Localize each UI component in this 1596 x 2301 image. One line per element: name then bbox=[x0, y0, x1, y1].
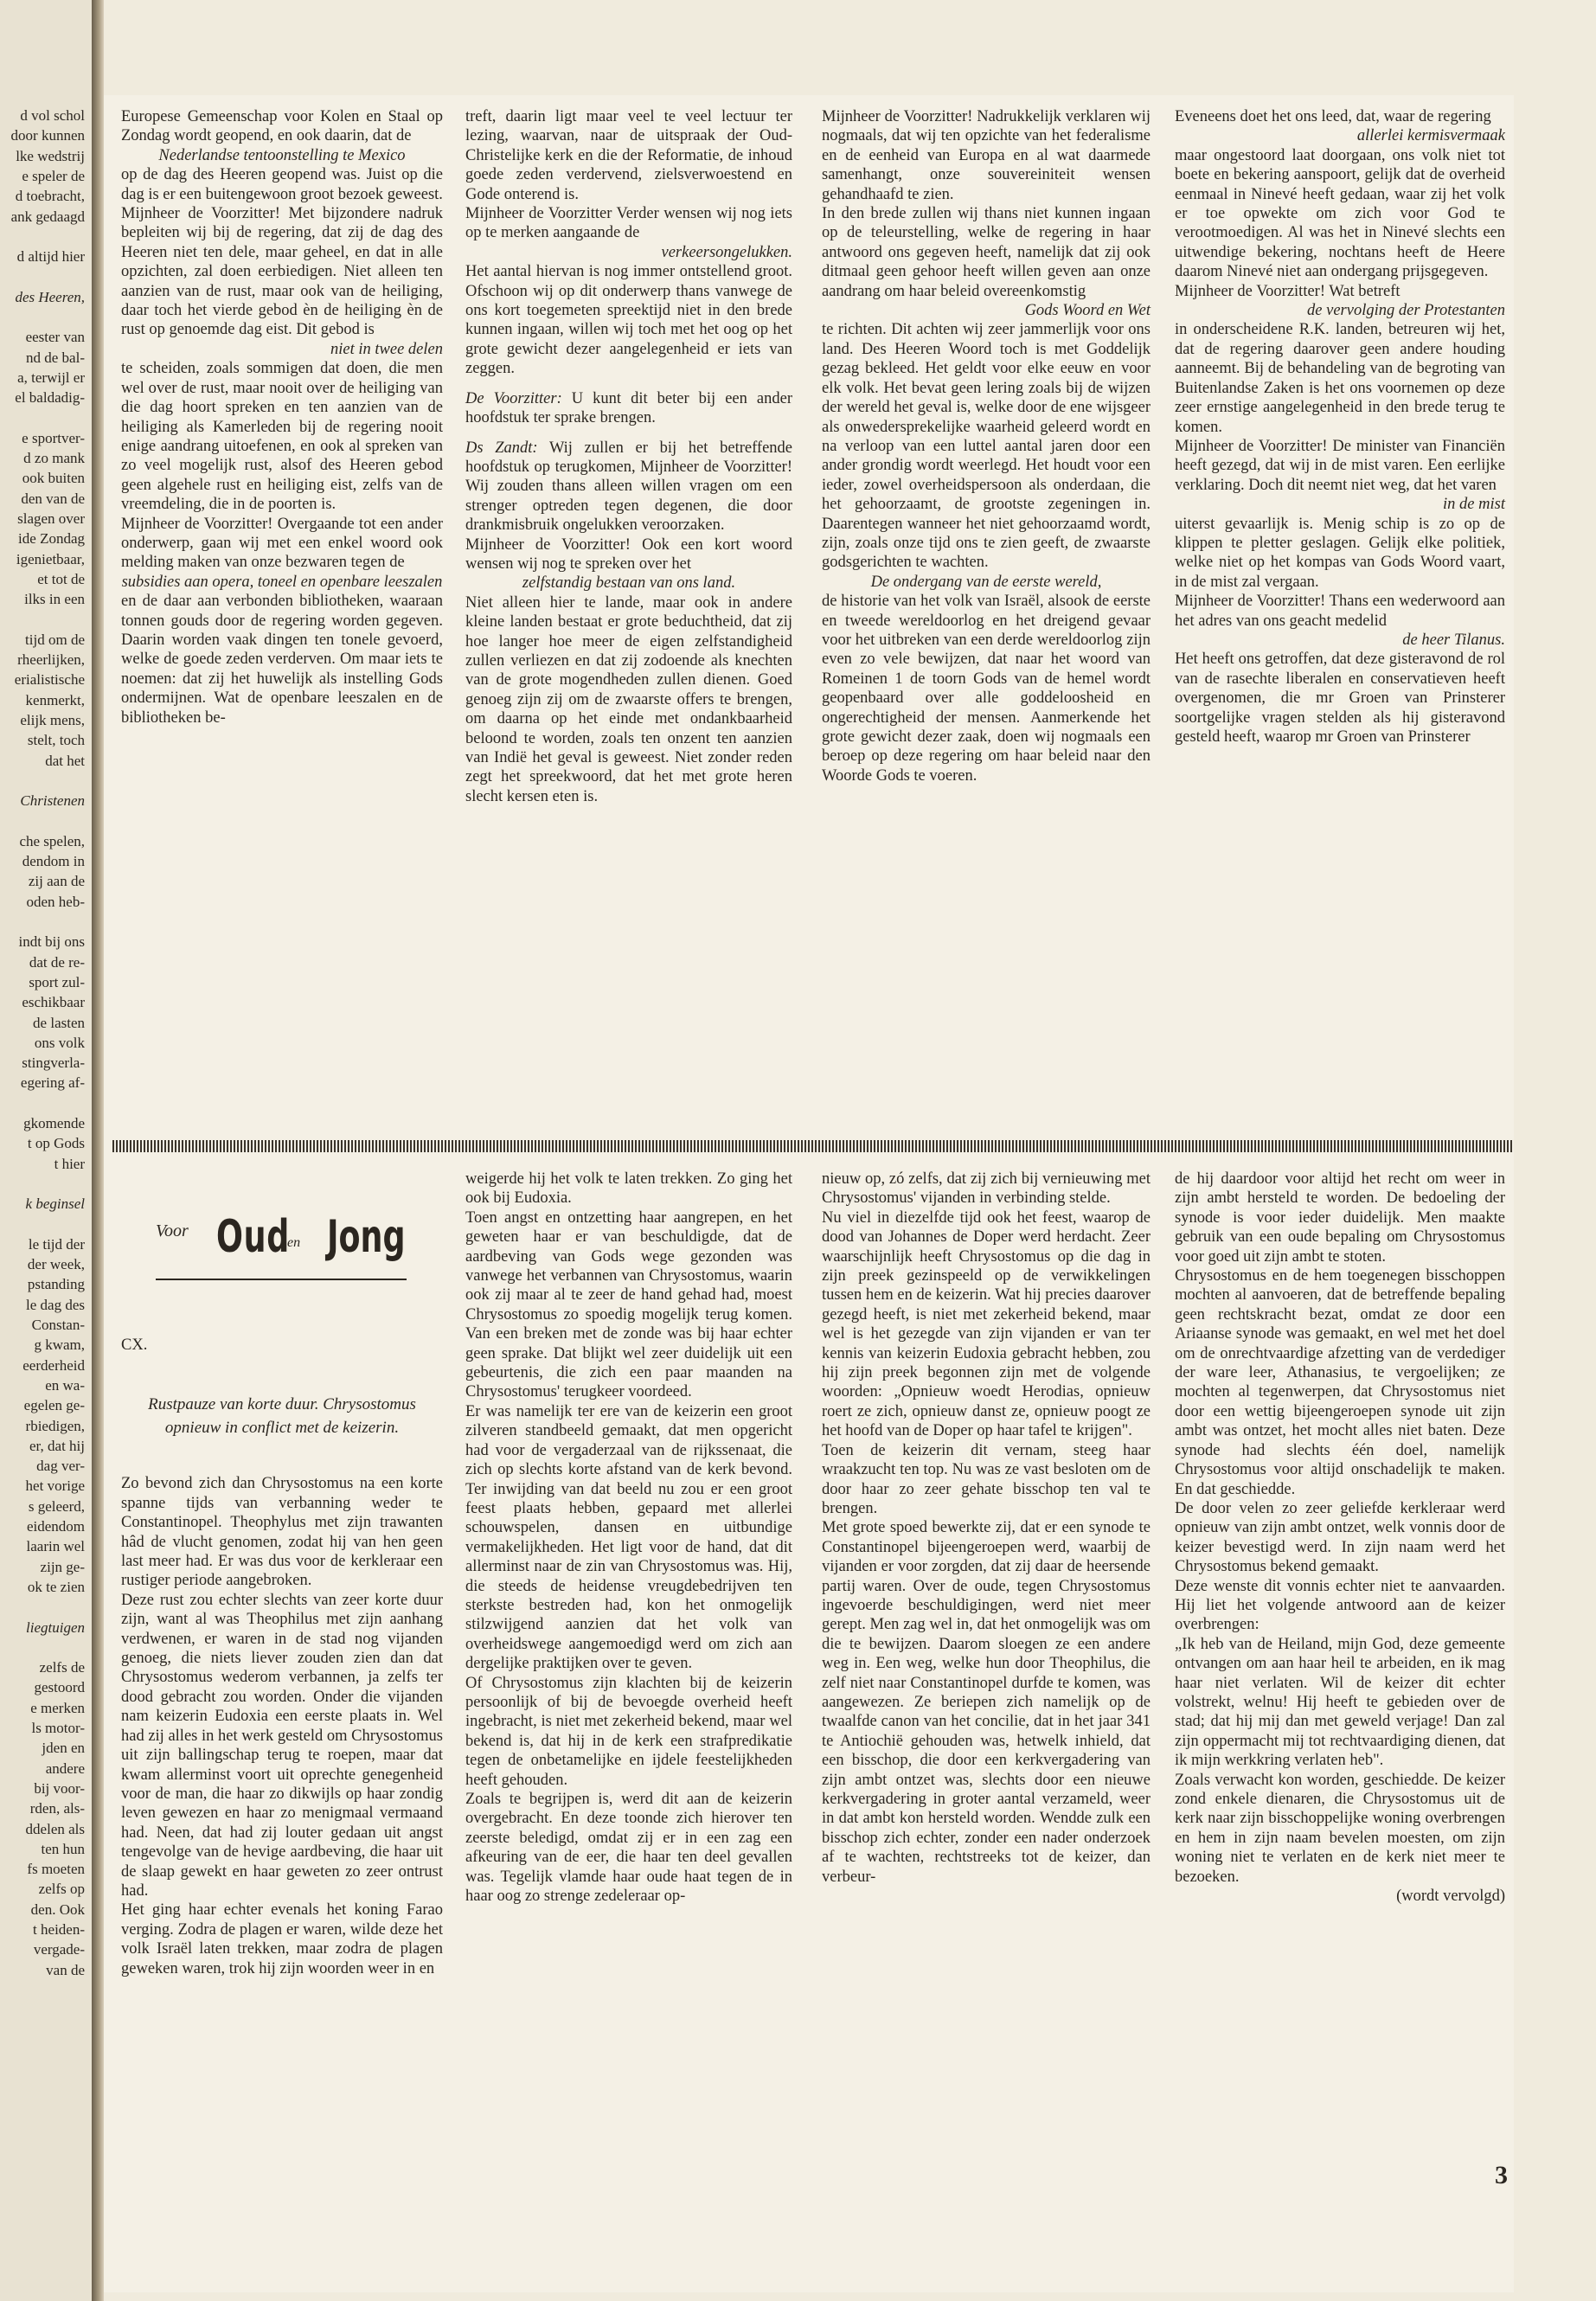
paragraph: Met grote spoed bewerkte zij, dat er een synode te Constantinopel bijeengeroepen werd, waarbij de vijanden er voor zorgden, dat zij daar de heersende partij waren. Over de oude, tegen Chrysostomus ingevoerde beschuldigingen, werd niet meer gerept. Men zag wel in, dat het onmogelijk was om die te bewijzen. Daarom sloegen ze een andere weg in. Een weg, welke hun door Theophilus, die zelf niet naar Constantinopel durfde te komen, was aangewezen. Ze beriepen zich namelijk op de twaalfde canon van het concilie, dat in het jaar 341 te Antiochië gehouden was, hetwelk inhield, dat een bisschop, die door een kerkvergadering van zijn ambt ontzet was, slechts door een nieuwe kerkvergadering in groter aantal verzameld, weer in dat ambt kon hersteld worden. Wendde zulk een bisschop zich echter, zonder een nader onderzoek af te wachten, rechtstreeks tot de keizer, dan verbeur- bbox=[822, 1519, 1151, 1886]
paragraph: Europese Gemeenschap voor Kolen en Staal op Zondag wordt geopend, en ook daarin, dat de bbox=[121, 108, 443, 145]
subheading: zelfstandig bestaan van ons land. bbox=[522, 574, 736, 593]
lower-column-3 bbox=[822, 1170, 1151, 1887]
fragment-line: k beginsel bbox=[25, 1195, 85, 1213]
fragment-line: eidendom bbox=[26, 1518, 85, 1535]
masthead-oud: Oud bbox=[216, 1211, 291, 1263]
paragraph: Zo bevond zich dan Chrysostomus na een korte spanne tijds van verbanning weder te Constantinopel. Theophylus met zijn trawanten hâd de vlucht genomen, zodat hij van hen geen last meer had. Er was dus voor de kerkleraar een rustiger periode aangebroken. bbox=[121, 1475, 443, 1590]
paragraph-text: Wij zullen er bij het betreffende hoofdstuk op terugkomen, Mijnheer de Voorzitter! Wij zouden thans alleen willen vragen om een strenger optreden tegen degenen, die door drankmisbruik ongelukken veroorzaken. bbox=[465, 439, 792, 535]
fragment-line: dendom in bbox=[22, 853, 85, 870]
paragraph: In den brede zullen wij thans niet kunnen ingaan op de teleurstelling, welke de regering in haar antwoord ons gegeven heeft, namelijk dat zij ook ditmaal geen gehoor heeft willen geven aan onze aandrang om haar beleid overeenkomstig bbox=[822, 205, 1151, 300]
fragment-line: et tot de bbox=[37, 570, 85, 587]
speaker-label: De Voorzitter: bbox=[465, 389, 562, 407]
paragraph: maar ongestoord laat doorgaan, ons volk niet tot boete en bekering aanspoort, gelijk dat de overheid eenmaal in Ninevé heeft gedaan, waar zij het volk er toe opwekte om zich voor God te verootmoedigen. Al was het in Ninevé slechts een uitwendige bekering, nochtans heeft de Heere daarom Ninevé niet aan ondergang prijsgegeven. bbox=[1175, 146, 1505, 281]
fragment-line: bij voor- bbox=[34, 1779, 85, 1797]
fragment-line: t heiden- bbox=[33, 1921, 85, 1938]
fragment-line: er, dat hij bbox=[29, 1437, 85, 1454]
adjacent-page-fragment bbox=[0, 0, 92, 2301]
paragraph: Mijnheer de Voorzitter! Thans een wederwoord aan het adres van ons geacht medelid bbox=[1175, 593, 1505, 630]
fragment-line: rden, als- bbox=[29, 1800, 85, 1817]
page-number: 3 bbox=[1495, 2161, 1508, 2189]
paragraph: Het heeft ons getroffen, dat deze gisteravond de rol van de rasechte liberalen en conservatieven heeft overgenomen, die mr Groen van Prinsterer soortgelijke vragen stelden als hij gisteravond gesteld heeft, waarop mr Groen van Prinsterer bbox=[1175, 651, 1505, 746]
fragment-line: jden en bbox=[42, 1740, 85, 1757]
fragment-line: s geleerd, bbox=[28, 1497, 85, 1515]
fragment-line: igenietbaar, bbox=[16, 550, 85, 567]
fragment-line: en wa- bbox=[45, 1376, 85, 1394]
fragment-line: kenmerkt, bbox=[25, 691, 85, 708]
fragment-line: d altijd hier bbox=[16, 248, 85, 266]
fragment-line: tijd om de bbox=[25, 631, 85, 648]
subheading: verkeersongelukken. bbox=[661, 243, 792, 261]
paragraph: Nu viel in diezelfde tijd ook het feest, waarop de dood van Johannes de Doper werd herdacht. Zeer waarschijnlijk heeft Chrysostomus op die dag in zijn preek gezinspeeld op de verwikkelingen tussen hem en de keizerin. Wat hij precies daarover gezegd heeft, is niet met zekerheid bekend, maar wel is het gezegde van zijn vijanden er van ter kennis van keizerin Eudoxia gebracht hebben, zou hij zijn preek begonnen zijn met de volgende woorden: „Opnieuw woedt Herodias, opnieuw roert ze zich, opnieuw danst ze, opnieuw poogt ze het hoofd van de Doper op haar tafel te krijgen". bbox=[822, 1208, 1151, 1440]
paragraph: Deze rust zou echter slechts van zeer korte duur zijn, want al was Theophilus met zijn aanhang verdwenen, er waren in de stad nog vijanden genoeg, die niets liever zouden zien dan dat Chrysostomus wederom verbannen, ja zelfs ter dood gebracht zou worden. Onder die vijanden nam keizerin Eudoxia een eerste plaats in. Wel had zij alles in het werk gesteld om Chrysostomus uit zijn ballingschap terug te roepen, maar dat kwam allerminst voort uit oprechte genegenheid voor de man, die haar zo dikwijls op haar zondig leven gewezen en haar zo menigmaal vermaand had. Neen, dat had zij louter gedaan uit angst tengevolge van de hevige aardbeving, die haar uit de slaap gewekt en haar geweten zo zeer ontrust had. bbox=[121, 1591, 443, 1900]
fragment-line: g kwam, bbox=[34, 1336, 85, 1354]
fragment-line: gkomende bbox=[23, 1115, 85, 1131]
paragraph: Mijnheer de Voorzitter! Ook een kort woord wensen wij nog te spreken over het bbox=[465, 535, 792, 573]
lower-column-4 bbox=[1175, 1170, 1505, 1906]
fragment-line: a, terwijl er bbox=[17, 369, 85, 386]
fragment-line: sport zul- bbox=[29, 973, 85, 990]
fragment-line: van de bbox=[46, 1961, 85, 1978]
fragment-line: andere bbox=[45, 1759, 85, 1777]
section-masthead bbox=[156, 1211, 441, 1280]
masthead-en: en bbox=[287, 1235, 301, 1250]
paragraph: Of Chrysostomus zijn klachten bij de keizerin persoonlijk of bij de bevoegde overheid heeft ingebracht, is niet met zekerheid bekend, maar wel bekend is, dat hij in de kerk een strafpredikatie tegen de onbetamelijke en ijdele feestelijkheden heeft gehouden. bbox=[465, 1674, 792, 1789]
fragment-line: den van de bbox=[21, 490, 85, 507]
fragment-line: le tijd der bbox=[28, 1235, 85, 1253]
fragment-line: indt bij ons bbox=[18, 933, 85, 951]
fragment-line: ddelen als bbox=[25, 1820, 85, 1837]
fragment-line: t hier bbox=[54, 1155, 85, 1172]
fragment-line: egelen ge- bbox=[23, 1397, 85, 1414]
subheading: subsidies aan opera, toneel en openbare leeszalen bbox=[121, 573, 443, 591]
fragment-line: dat de re- bbox=[29, 953, 85, 971]
subheading: Rustpauze van korte duur. Chrysostomus opnieuw in conflict met de keizerin. bbox=[148, 1395, 416, 1438]
paragraph: Mijnheer de Voorzitter Verder wensen wij nog iets op te merken aangaande de bbox=[465, 205, 792, 242]
paragraph: De door velen zo zeer geliefde kerkleraar werd opnieuw van zijn ambt ontzet, welk vonnis door de keizer bevestigd werd. In zijn naam werd het Chrysostomus bekend gemaakt. bbox=[1175, 1499, 1505, 1576]
fragment-line: ons volk bbox=[34, 1034, 85, 1051]
masthead-jong: Jong bbox=[327, 1211, 406, 1263]
fragment-line: zelfs op bbox=[38, 1881, 85, 1898]
fragment-line: gestoord bbox=[34, 1679, 85, 1696]
fragment-line: e merken bbox=[30, 1699, 85, 1716]
book-spine bbox=[92, 0, 104, 2301]
fragment-line: vergade- bbox=[33, 1941, 85, 1958]
paragraph: Mijnheer de Voorzitter! Met bijzondere nadruk bepleiten wij bij de regering, dat zij de dag des Heeren niet ten dele, maar geheel, en dat in alle opzichten, zal doen eerbiedigen. Niet alleen ten aanzien van de rust, maar ook van de heiliging, daar toch het vierde gebod èn de heiliging èn de rust op genoemde dag eist. Dit gebod is bbox=[121, 205, 443, 339]
fragment-line: eschikbaar bbox=[22, 994, 85, 1011]
paragraph: Mijnheer de Voorzitter! Nadrukkelijk verklaren wij nogmaals, dat wij ten opzichte van het federalisme en de eenheid van Europa en al wat daarmede samenhangt, onze souvereiniteit wensen gehandhaafd te zien. bbox=[822, 108, 1151, 203]
masthead-rule bbox=[156, 1279, 407, 1280]
subheading: Nederlandse tentoonstelling te Mexico bbox=[158, 146, 406, 164]
fragment-line: des Heeren, bbox=[15, 288, 85, 305]
subheading: Gods Woord en Wet bbox=[1024, 302, 1151, 320]
fragment-line: ten hun bbox=[41, 1840, 85, 1857]
fragment-line: stelt, toch bbox=[27, 732, 85, 749]
article-column-2 bbox=[465, 107, 792, 806]
fragment-line: nd de bal- bbox=[26, 349, 85, 366]
subheading: niet in twee delen bbox=[330, 340, 443, 358]
subheading: in de mist bbox=[1443, 496, 1505, 514]
paragraph: weigerde hij het volk te laten trekken. Zo ging het ook bij Eudoxia. bbox=[465, 1170, 792, 1208]
paragraph: uiterst gevaarlijk is. Menig schip is zo op de klippen te pletter geslagen. Gelijk elke politiek, welke niet op het kompas van Gods Woord vaart, in de mist zal vergaan. bbox=[1175, 515, 1505, 591]
fragment-line: d toebracht, bbox=[15, 188, 85, 205]
fragment-line: fs moeten bbox=[27, 1861, 85, 1878]
paragraph: op de dag des Heeren geopend was. Juist op die dag is er een buitengewoon groot bezoek geweest. bbox=[121, 166, 443, 203]
fragment-line: ank gedaagd bbox=[10, 208, 85, 225]
fragment-line: t op Gods bbox=[27, 1135, 85, 1152]
subheading: de vervolging der Protestanten bbox=[1307, 302, 1505, 320]
paragraph bbox=[465, 389, 792, 428]
fragment-line: pstanding bbox=[27, 1276, 85, 1293]
paragraph: Chrysostomus en de hem toegenegen bisschoppen mochten al aanvoeren, dat de betreffende bepaling geen rechtskracht bezat, omdat ze door een Ariaanse synode was gemaakt, en wel met het doel om de onrechtvaardige afzetting van de verdediger der ware leer, Athanasius, te vergoelijken; ze mochten al tegenwerpen, dat Chrysostomus niet door een wettig bijeengeroepen synode uit zijn ambt was ontzet, het mocht alles niet baten. Deze synode had slechts één doel, namelijk Chrysostomus voor altijd onschadelijk te maken. En dat geschiedde. bbox=[1175, 1267, 1505, 1498]
paragraph: Niet alleen hier te lande, maar ook in andere kleine landen bestaat er grote beduchtheid, dat zij hoe langer hoe meer de eigen zelfstandigheid zullen verliezen en dat zij zodoende als knechten van de grote mogendheden zullen dienen. Goed genoeg zijn zij om de zwaarste offers te brengen, om daarna op het einde met ondankbaarheid beloond te worden, zoals ten onzent ten aanzien van Indië het geval is geweest. Niet zonder reden zegt het spreekwoord, dat het met grote heren slecht kersen eten is. bbox=[465, 593, 792, 805]
paragraph: Zoals verwacht kon worden, geschiedde. De keizer zond enkele dienaren, die Chrysostomus uit de kerk naar zijn bisschoppelijke woning overbrengen en hem in zijn naam bevelen moesten, om zijn woning niet te verlaten en de kerk niet meer te bezoeken. bbox=[1175, 1771, 1505, 1886]
paragraph: treft, daarin ligt maar veel te veel lectuur ter lezing, waarvan, naar de uitspraak der Oud-Christelijke kerk en die der Reformatie, de inhoud goede zeden verdervend, zielsverwoestend en Gode onterend is. bbox=[465, 108, 792, 203]
fragment-line: d zo mank bbox=[23, 450, 85, 467]
fragment-line: dag ver- bbox=[36, 1458, 85, 1475]
paragraph: Er was namelijk ter ere van de keizerin een groot zilveren standbeeld gemaakt, dat men opgericht had voor de vergaderzaal van de rijkssenaat, die zich op slechts korte afstand van de kerk bevond. Ter inwijding van dat beeld nu zou er een groot feest plaats hebben, gepaard met allerlei schouwspelen, dansen en uitbundige vermakelijkheden. Het ligt voor de hand, dat dit allerminst naar de zin van Chrysostomus was. Hij, die steeds de heidense vreugdebedrijven ten sterkste bestreden had, kon het onmogelijk stilzwijgend aanzien dat het volk van overheidswege aangemoedigd werd om zich aan dergelijke praktijken over te geven. bbox=[465, 1402, 792, 1673]
fragment-line: stingverla- bbox=[22, 1054, 85, 1072]
paragraph: Toen angst en ontzetting haar aangrepen, en het geweten haar er van beschuldigde, dat de aardbeving van Gods wege gezonden was vanwege het verbannen van Chrysostomus, waarin ook zij maar al te zeer de hand gehad had, moest Chrysostomus zo spoedig mogelijk terug komen. Van een breken met de zonde was bij haar echter geen sprake. Dat blijkt wel zeer duidelijk uit een gebeurtenis, die zich een paar maanden na Chrysostomus' terugkeer voordeed. bbox=[465, 1208, 792, 1401]
paragraph: Mijnheer de Voorzitter! De minister van Financiën heeft gezegd, dat wij in de mist varen. Een eerlijke verklaring. Doch dit neemt niet weg, dat het varen bbox=[1175, 437, 1505, 494]
paragraph: Mijnheer de Voorzitter! Overgaande tot een ander onderwerp, gaan wij met een enkel woord ook melding maken van onze bezwaren tegen de bbox=[121, 515, 443, 572]
section-number: CX. bbox=[121, 1336, 148, 1354]
fragment-line: het vorige bbox=[25, 1477, 85, 1495]
fragment-line: laarin wel bbox=[26, 1538, 85, 1555]
paragraph: Het aantal hiervan is nog immer ontstellend groot. Ofschoon wij op dit onderwerp thans vanwege de ons kort toegemeten spreektijd niet in den brede kunnen ingaan, willen wij toch met het oog op het grote gewicht dezer aangelegenheid er iets van zeggen. bbox=[465, 263, 792, 378]
article-column-4 bbox=[1175, 107, 1505, 747]
paragraph: de historie van het volk van Israël, alsook de eerste en tweede wereldoorlog en het dreigend gevaar voor het uitbreken van een derde wereldoorlog zijn even zo vele bewijzen, dat naar het woord van Romeinen 1 de toorn Gods van de hemel wordt geopenbaard over alle goddeloosheid en ongerechtigheid der mensen. Aanmerkende het grote gewicht dezer zaak, doen wij nogmaals een beroep op deze regering om haar beleid naar den Woorde Gods te voeren. bbox=[822, 593, 1151, 785]
masthead-voor: Voor bbox=[156, 1221, 189, 1240]
paragraph: Eveneens doet het ons leed, dat, waar de regering bbox=[1175, 108, 1491, 125]
fragment-line: slagen over bbox=[17, 510, 85, 527]
fragment-line: zijn ge- bbox=[40, 1558, 85, 1575]
fragment-line: dat het bbox=[45, 752, 85, 769]
paragraph: „Ik heb van de Heiland, mijn God, deze gemeente ontvangen om aan haar heil te arbeiden, en ik mag haar niet verlaten. Wil de keizer dit echter volstrekt, welnu! Hij heeft te gebieden over de stad; dat hij mij dan met geweld verjage! Dan zal zijn oppermacht mij tot rechtvaardiging dienen, dat ik mijn werkkring verlaten heb". bbox=[1175, 1635, 1505, 1770]
fragment-line: el baldadig- bbox=[15, 389, 85, 407]
paragraph: nieuw op, zó zelfs, dat zij zich bij vernieuwing met Chrysostomus' vijanden in verbinding stelde. bbox=[822, 1170, 1151, 1208]
paragraph: en de daar aan verbonden bibliotheken, waaraan tonnen gouds door de regering worden gegeven. Daarin worden vaak dingen ten tonele gevoerd, welke de goede zeden verderven. Om maar iets te noemen: dat zij het huwelijk als instelling Gods ondermijnen. Wat de openbare leeszalen en de bibliotheken be- bbox=[121, 593, 443, 727]
paragraph-text: U kunt dit beter bij een ander hoofdstuk ter sprake brengen. bbox=[465, 389, 792, 427]
fragment-line: door kunnen bbox=[10, 127, 85, 144]
paragraph: te richten. Dit achten wij zeer jammerlijk voor ons land. Des Heeren Woord toch is met Goddelijk gezag bekleed. Het geldt voor elke eeuw en voor elk volk. Het bevat geen lering zoals bij de wijzen der wereld het geval is, welke door de ene wijsgeer als onwedersprekelijke waarheid geleerd wordt en na verloop van een luttel aantal jaren door een ander grondig wordt weerlegd. Het houdt voor een ieder, zowel overheidspersoon als onderdaan, die het gehoorzaamt, de grootste zegeningen in. Daarentegen wanneer het niet gehoorzaamd wordt, zijn, zoals onze tijd ons te zien geeft, de zwaarste godsgerichten te wachten. bbox=[822, 321, 1151, 572]
fragment-line: erialistische bbox=[14, 671, 85, 689]
fragment-line: rbiedigen, bbox=[25, 1417, 85, 1434]
fragment-line: zelfs de bbox=[39, 1659, 85, 1676]
paragraph: Zoals te begrijpen is, werd dit aan de keizerin overgebracht. En deze toonde zich hierover ten zeerste beledigd, omdat zij er in een zag een afkeuring van de eer, die haar ten deel gevallen was. Tegelijk vlamde haar oude haat tegen de in haar oog zo strenge zedeleraar op- bbox=[465, 1791, 792, 1906]
continuation-note: (wordt vervolgd) bbox=[1396, 1888, 1505, 1906]
lower-column-2 bbox=[465, 1170, 792, 1906]
fragment-line: egering af- bbox=[20, 1074, 85, 1092]
article-column-3 bbox=[822, 107, 1151, 785]
fragment-line: lke wedstrij bbox=[16, 147, 85, 164]
fragment-line: zij aan de bbox=[28, 873, 85, 890]
subheading: allerlei kermisvermaak bbox=[1356, 127, 1505, 145]
fragment-line: oden heb- bbox=[26, 893, 85, 910]
fragment-line: den. Ook bbox=[30, 1900, 85, 1918]
fragment-line: elijk mens, bbox=[20, 712, 85, 728]
fragment-line: e speler de bbox=[22, 167, 85, 184]
fragment-line: ls motor- bbox=[31, 1720, 85, 1736]
lower-column-1 bbox=[121, 1336, 443, 1978]
fragment-line: ide Zondag bbox=[18, 530, 85, 548]
paragraph bbox=[465, 439, 792, 535]
fragment-line: der week, bbox=[27, 1256, 85, 1273]
fragment-line: eerderheid bbox=[22, 1356, 85, 1374]
paragraph: Toen de keizerin dit vernam, steeg haar wraakzucht ten top. Nu was ze vast besloten om de door haar zo zeer gehate bisschop ten val te brengen. bbox=[822, 1441, 1151, 1517]
paragraph: de hij daardoor voor altijd het recht om weer in zijn ambt hersteld te worden. De bedoeling der synode is voor ieder duidelijk. Men maakte gebruik van een oude bepaling om Chrysostomus voor goed uit zijn ambt te stoten. bbox=[1175, 1170, 1505, 1266]
fragment-line: ok te zien bbox=[27, 1578, 85, 1595]
fragment-line: ook buiten bbox=[22, 470, 85, 487]
fragment-line: de lasten bbox=[33, 1014, 85, 1031]
fragment-line: liegtuigen bbox=[26, 1618, 85, 1636]
speaker-label: Ds Zandt: bbox=[465, 439, 538, 457]
fragment-line: e sportver- bbox=[22, 429, 85, 446]
paragraph: te scheiden, zoals sommigen dat doen, die men wel over de rust, maar nooit over de heiliging van die dag hoort spreken en ten aanzien van de heiliging als Kamerleden bij de regering nooit enige aandrang uitoefenen, en ook al spreken van zo veel mogelijk rust, alsof des Heeren gebod geen algehele rust en heiliging eist, zelfs van de vreemdeling, die in de poorten is. bbox=[121, 360, 443, 514]
fragment-line: ilks in een bbox=[24, 591, 85, 608]
fragment-line: rheerlijken, bbox=[17, 651, 85, 669]
subheading: De ondergang van de eerste wereld, bbox=[870, 573, 1102, 591]
paragraph: in onderscheidene R.K. landen, betreuren wij het, dat de regering daarover geen andere houding aanneemt. Bij de behandeling van de begroting van Buitenlandse Zaken is het ons voornemen op deze zeer ernstige aangelegenheid in den brede terug te komen. bbox=[1175, 321, 1505, 436]
paragraph: Deze wenste dit vonnis echter niet te aanvaarden. Hij liet het volgende antwoord aan de keizer overbrengen: bbox=[1175, 1577, 1505, 1634]
section-divider bbox=[112, 1140, 1514, 1152]
subheading: de heer Tilanus. bbox=[1402, 631, 1505, 649]
fragment-line: eester van bbox=[25, 329, 85, 346]
fragment-line: d vol schol bbox=[20, 107, 85, 124]
article-column-1 bbox=[121, 107, 443, 727]
fragment-line: Constan- bbox=[31, 1317, 85, 1333]
fragment-line: le dag des bbox=[26, 1296, 85, 1313]
paragraph: Het ging haar echter evenals het koning Farao verging. Zodra de plagen er waren, wilde deze het volk Israël laten trekken, maar zodra de plagen geweken waren, trok hij zijn woorden weer in en bbox=[121, 1901, 443, 1977]
fragment-line: che spelen, bbox=[19, 832, 85, 849]
paragraph: Mijnheer de Voorzitter! Wat betreft bbox=[1175, 282, 1401, 300]
fragment-line: Christenen bbox=[20, 792, 85, 810]
